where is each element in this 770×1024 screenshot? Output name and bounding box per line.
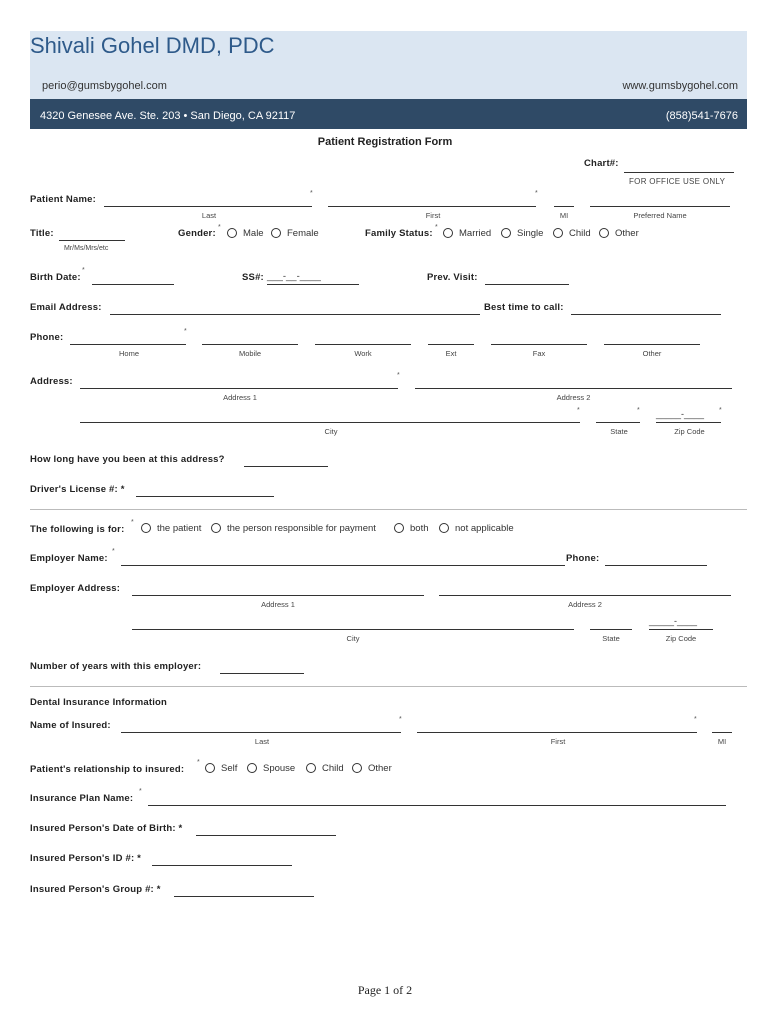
patient-name-label: Patient Name: — [30, 194, 96, 205]
drivers-license-field[interactable] — [136, 496, 274, 497]
relationship-child-label: Child — [322, 763, 344, 774]
phone-home-sub: Home — [118, 349, 139, 358]
last-name-field[interactable] — [104, 206, 312, 207]
phone-ext-sub: Ext — [445, 349, 457, 358]
insured-name-label: Name of Insured: — [30, 720, 111, 731]
phone-home-field[interactable] — [70, 344, 186, 345]
phone-mobile-field[interactable] — [202, 344, 298, 345]
family-single-radio[interactable] — [501, 228, 511, 238]
required-star: * — [637, 407, 640, 414]
gender-male-label: Male — [243, 228, 264, 239]
employer-phone-field[interactable] — [605, 565, 707, 566]
insured-first-field[interactable] — [417, 732, 697, 733]
practice-website[interactable]: www.gumsbygohel.com — [622, 80, 738, 92]
phone-work-sub: Work — [354, 349, 372, 358]
office-use-note: FOR OFFICE USE ONLY — [629, 177, 726, 186]
relationship-spouse-label: Spouse — [263, 763, 296, 774]
employer-name-field[interactable] — [121, 565, 565, 566]
ssn-field[interactable]: ___-__-____ — [267, 271, 321, 282]
phone-other-field[interactable] — [604, 344, 700, 345]
drivers-license-label: Driver's License #: * — [30, 484, 125, 495]
best-time-field[interactable] — [571, 314, 721, 315]
mi-sub: MI — [559, 211, 569, 220]
required-star: * — [399, 716, 402, 723]
title-label: Title: — [30, 228, 54, 239]
practice-phone: (858)541-7676 — [665, 110, 738, 122]
how-long-field[interactable] — [244, 466, 328, 467]
gender-male-radio[interactable] — [227, 228, 237, 238]
required-star: * — [535, 190, 538, 197]
for-na-radio[interactable] — [439, 523, 449, 533]
family-child-label: Child — [569, 228, 591, 239]
chart-label: Chart#: — [584, 158, 619, 169]
last-sub: Last — [201, 211, 217, 220]
employer-phone-label: Phone: — [566, 553, 600, 564]
city-field[interactable] — [80, 422, 580, 423]
title-field[interactable] — [59, 240, 125, 241]
family-status-label: Family Status: — [365, 228, 433, 239]
insured-id-field[interactable] — [152, 865, 292, 866]
gender-female-label: Female — [287, 228, 319, 239]
relationship-spouse-radio[interactable] — [247, 763, 257, 773]
mi-field[interactable] — [554, 206, 574, 207]
gender-label: Gender: — [178, 228, 216, 239]
state-sub: State — [610, 427, 628, 436]
gender-female-radio[interactable] — [271, 228, 281, 238]
address1-sub: Address 1 — [223, 393, 257, 402]
required-star: * — [694, 716, 697, 723]
preferred-name-field[interactable] — [590, 206, 730, 207]
employer-zip-field[interactable]: _____-____ — [649, 616, 698, 626]
phone-other-sub: Other — [642, 349, 662, 358]
insured-dob-label: Insured Person's Date of Birth: * — [30, 823, 183, 834]
family-married-label: Married — [459, 228, 492, 239]
employer-address-label: Employer Address: — [30, 583, 121, 594]
zip-sub: Zip Code — [674, 427, 705, 436]
practice-email[interactable]: perio@gumsbygohel.com — [42, 80, 167, 92]
address1-field[interactable] — [80, 388, 398, 389]
relationship-child-radio[interactable] — [306, 763, 316, 773]
how-long-label: How long have you been at this address? — [30, 454, 225, 465]
best-time-label: Best time to call: — [484, 302, 564, 313]
employer-address2-sub: Address 2 — [568, 600, 602, 609]
plan-name-field[interactable] — [148, 805, 726, 806]
address2-sub: Address 2 — [556, 393, 591, 402]
required-star: * — [197, 759, 200, 766]
employer-zip-sub: Zip Code — [665, 634, 697, 643]
years-employer-label: Number of years with this employer: — [30, 661, 202, 672]
address2-field[interactable] — [415, 388, 732, 389]
prev-visit-field[interactable] — [485, 284, 569, 285]
page-number: Page 1 of 2 — [357, 983, 413, 997]
insurance-heading: Dental Insurance Information — [30, 697, 168, 708]
insured-last-field[interactable] — [121, 732, 401, 733]
relationship-other-radio[interactable] — [352, 763, 362, 773]
title-hint: Mr/Ms/Mrs/etc — [64, 245, 109, 252]
birth-date-field[interactable] — [92, 284, 174, 285]
relationship-label: Patient's relationship to insured: — [30, 764, 185, 775]
preferred-sub: Preferred Name — [633, 211, 687, 220]
required-star: * — [184, 328, 187, 335]
section-divider — [30, 509, 747, 510]
employer-state-sub: State — [602, 634, 620, 643]
zip-underline — [656, 422, 721, 423]
employer-zip-underline — [649, 629, 713, 630]
insured-group-field[interactable] — [174, 896, 314, 897]
address-label: Address: — [30, 376, 73, 387]
for-both-radio[interactable] — [394, 523, 404, 533]
first-name-field[interactable] — [328, 206, 536, 207]
for-patient-radio[interactable] — [141, 523, 151, 533]
relationship-self-label: Self — [221, 763, 238, 774]
insured-mi-field[interactable] — [712, 732, 732, 733]
insured-id-label: Insured Person's ID #: * — [30, 853, 142, 864]
chart-field[interactable] — [624, 172, 734, 173]
required-star: * — [435, 224, 438, 231]
email-label: Email Address: — [30, 302, 102, 313]
email-field[interactable] — [110, 314, 480, 315]
employer-address1-sub: Address 1 — [261, 600, 295, 609]
for-responsible-label: the person responsible for payment — [227, 523, 376, 534]
employer-address1-field[interactable] — [132, 595, 424, 596]
ssn-label: SS#: — [242, 272, 264, 283]
for-patient-label: the patient — [157, 523, 202, 534]
required-star: * — [310, 190, 313, 197]
required-star: * — [397, 372, 400, 379]
for-responsible-radio[interactable] — [211, 523, 221, 533]
ssn-underline — [267, 284, 359, 285]
required-star: * — [131, 519, 134, 526]
first-sub: First — [425, 211, 441, 220]
employer-name-label: Employer Name: — [30, 553, 108, 564]
phone-label: Phone: — [30, 332, 64, 343]
phone-mobile-sub: Mobile — [238, 349, 262, 358]
required-star: * — [218, 224, 221, 231]
insured-last-sub: Last — [254, 737, 270, 746]
phone-fax-sub: Fax — [532, 349, 546, 358]
required-star: * — [112, 548, 115, 555]
family-married-radio[interactable] — [443, 228, 453, 238]
prev-visit-label: Prev. Visit: — [427, 272, 478, 283]
years-employer-field[interactable] — [220, 673, 304, 674]
employer-city-field[interactable] — [132, 629, 574, 630]
practice-address: 4320 Genesee Ave. Ste. 203 • San Diego, CA 92117 — [40, 110, 296, 122]
employer-state-field[interactable] — [590, 629, 632, 630]
relationship-self-radio[interactable] — [205, 763, 215, 773]
required-star: * — [139, 788, 142, 795]
family-single-label: Single — [517, 228, 544, 239]
family-other-radio[interactable] — [599, 228, 609, 238]
state-field[interactable] — [596, 422, 640, 423]
city-sub: City — [324, 427, 338, 436]
family-child-radio[interactable] — [553, 228, 563, 238]
phone-fax-field[interactable] — [491, 344, 587, 345]
required-star: * — [719, 407, 722, 414]
relationship-other-label: Other — [368, 763, 392, 774]
practice-name: Shivali Gohel DMD, PDC — [30, 33, 275, 58]
for-both-label: both — [410, 523, 429, 534]
for-na-label: not applicable — [455, 523, 514, 534]
birth-date-label: Birth Date: — [30, 272, 81, 283]
insured-mi-sub: MI — [717, 737, 727, 746]
family-other-label: Other — [615, 228, 639, 239]
employer-city-sub: City — [346, 634, 360, 643]
form-title: Patient Registration Form — [317, 136, 453, 148]
zip-field[interactable]: _____-____ — [656, 409, 705, 419]
required-star: * — [577, 407, 580, 414]
section-divider — [30, 686, 747, 687]
insured-group-label: Insured Person's Group #: * — [30, 884, 161, 895]
required-star: * — [82, 267, 85, 274]
phone-work-field[interactable] — [315, 344, 411, 345]
employer-address2-field[interactable] — [439, 595, 731, 596]
phone-ext-field[interactable] — [428, 344, 474, 345]
plan-name-label: Insurance Plan Name: — [30, 793, 134, 804]
insured-first-sub: First — [550, 737, 566, 746]
following-for-label: The following is for: — [30, 524, 125, 535]
insured-dob-field[interactable] — [196, 835, 336, 836]
